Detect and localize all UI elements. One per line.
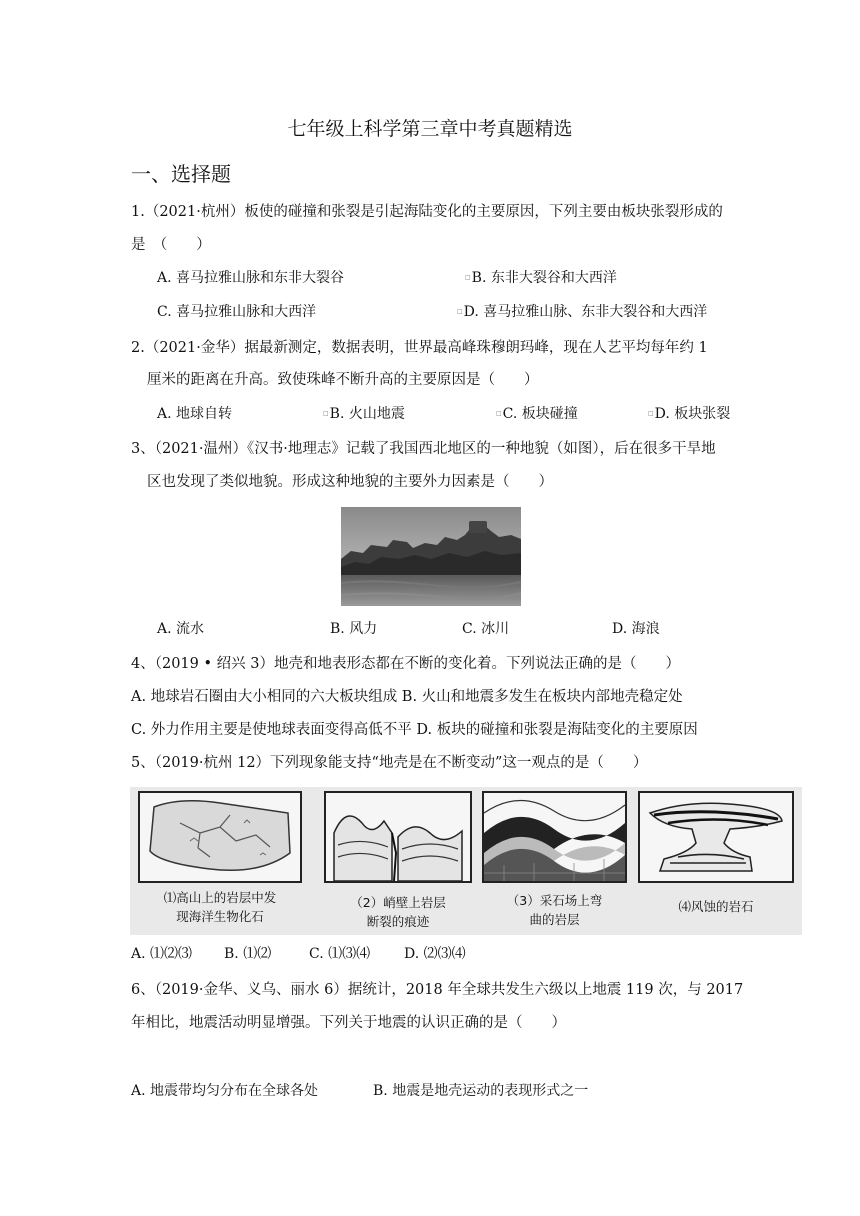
question-1-line-1: 1.（2021·杭州）板使的碰撞和张裂是引起海陆变化的主要原因，下列主要由板块张裂形成的 <box>131 204 723 220</box>
question-6-line-1: 6、（2019·金华、义乌、丽水 6）据统计，2018 年全球共发生六级以上地震 119 次，与 2017 <box>131 982 744 998</box>
q2-option-d: D. 板块张裂 <box>654 406 731 422</box>
caption-1 <box>138 888 302 926</box>
q5-option-d: D. ⑵⑶⑷ <box>404 946 466 962</box>
question-1-line-2: 是 （ ） <box>131 237 211 253</box>
q3-option-c: C. 冰川 <box>462 621 510 637</box>
question-4-line-2: A. 地球岩石圈由大小相同的六大板块组成 B. 火山和地震多发生在板块内部地壳稳定处 <box>131 689 683 705</box>
page-title: 七年级上科学第三章中考真题精选 <box>287 118 573 140</box>
question-2-line-1: 2.（2021·金华）据最新测定，数据表明，世界最高峰珠穆朗玛峰，现在人艺平均每年约 1 <box>131 340 708 356</box>
q1-option-d-wrap <box>457 302 707 322</box>
caption-4-line-1: ⑷风蚀的岩石 <box>678 899 754 914</box>
landform-photo <box>341 507 521 606</box>
caption-3-line-1: （3）采石场上弯 <box>506 893 603 908</box>
caption-1-line-2: 现海洋生物化石 <box>176 909 264 924</box>
rock-fault-icon <box>326 793 470 881</box>
question-4-line-1: 4、（2019 • 绍兴 3）地壳和地表形态都在不断的变化着。下列说法正确的是（ ） <box>131 656 680 672</box>
panel-3-fold <box>482 791 627 883</box>
q2-option-d-wrap <box>648 404 730 424</box>
caption-3-line-2: 曲的岩层 <box>529 912 580 927</box>
caption-2-line-1: （2）峭壁上岩层 <box>350 895 446 910</box>
panel-1-fossil <box>138 791 302 883</box>
q1-option-d: D. 喜马拉雅山脉、东非大裂谷和大西洋 <box>463 304 708 320</box>
caption-2-line-2: 断裂的痕迹 <box>366 914 430 929</box>
question-3-line-2: 区也发现了类似地貌。形成这种地貌的主要外力因素是（ ） <box>147 474 553 490</box>
q2-option-a: A. 地球自转 <box>157 406 233 422</box>
q5-option-a: A. ⑴⑵⑶ <box>131 946 193 962</box>
q1-option-b: B. 东非大裂谷和大西洋 <box>471 270 617 286</box>
q3-option-b: B. 风力 <box>330 621 378 637</box>
fossil-rock-icon <box>140 793 300 881</box>
mushroom-rock-icon <box>640 793 792 881</box>
q2-option-c-wrap <box>496 404 578 424</box>
option-marker: □ <box>323 410 329 417</box>
q2-option-b: B. 火山地震 <box>329 406 405 422</box>
q2-option-c: C. 板块碰撞 <box>502 406 578 422</box>
q5-option-c: C. ⑴⑶⑷ <box>309 946 371 962</box>
folded-strata-icon <box>484 793 625 881</box>
section-heading: 一、选择题 <box>131 162 231 186</box>
q2-option-b-wrap <box>323 404 405 424</box>
question-5-line-1: 5、（2019·杭州 12）下列现象能支持“地壳是在不断变动”这一观点的是（ ） <box>131 755 648 771</box>
q1-option-b-wrap <box>465 268 617 288</box>
caption-2 <box>324 893 472 931</box>
q6-option-a: A. 地震带均匀分布在全球各处 <box>131 1083 319 1099</box>
panel-2-fault <box>324 791 472 883</box>
option-marker: □ <box>496 410 502 417</box>
q5-option-b: B. ⑴⑵ <box>224 946 272 962</box>
q1-option-a: A. 喜马拉雅山脉和东非大裂谷 <box>157 270 345 286</box>
q1-option-c: C. 喜马拉雅山脉和大西洋 <box>157 304 317 320</box>
q3-option-d: D. 海浪 <box>612 621 660 637</box>
option-marker: □ <box>457 308 463 315</box>
panel-4-wind-erosion <box>638 791 794 883</box>
question-2-line-2: 厘米的距离在升高。致使珠峰不断升高的主要原因是（ ） <box>147 372 539 388</box>
caption-1-line-1: ⑴高山上的岩层中发 <box>163 890 277 905</box>
option-marker: □ <box>648 410 654 417</box>
question-3-line-1: 3、（2021·温州）《汉书·地理志》记载了我国西北地区的一种地貌（如图），后在很多干旱地 <box>131 441 716 457</box>
caption-3 <box>482 891 627 929</box>
yardang-landform-image <box>341 507 521 606</box>
figure-strip <box>130 787 802 935</box>
question-6-line-2: 年相比，地震活动明显增强。下列关于地震的认识正确的是（ ） <box>131 1015 566 1031</box>
question-4-line-3: C. 外力作用主要是使地球表面变得高低不平 D. 板块的碰撞和张裂是海陆变化的主要原因 <box>131 722 698 738</box>
caption-4 <box>638 897 794 916</box>
q6-option-b: B. 地震是地壳运动的表现形式之一 <box>373 1083 589 1099</box>
option-marker: □ <box>465 274 471 281</box>
q3-option-a: A. 流水 <box>157 621 205 637</box>
